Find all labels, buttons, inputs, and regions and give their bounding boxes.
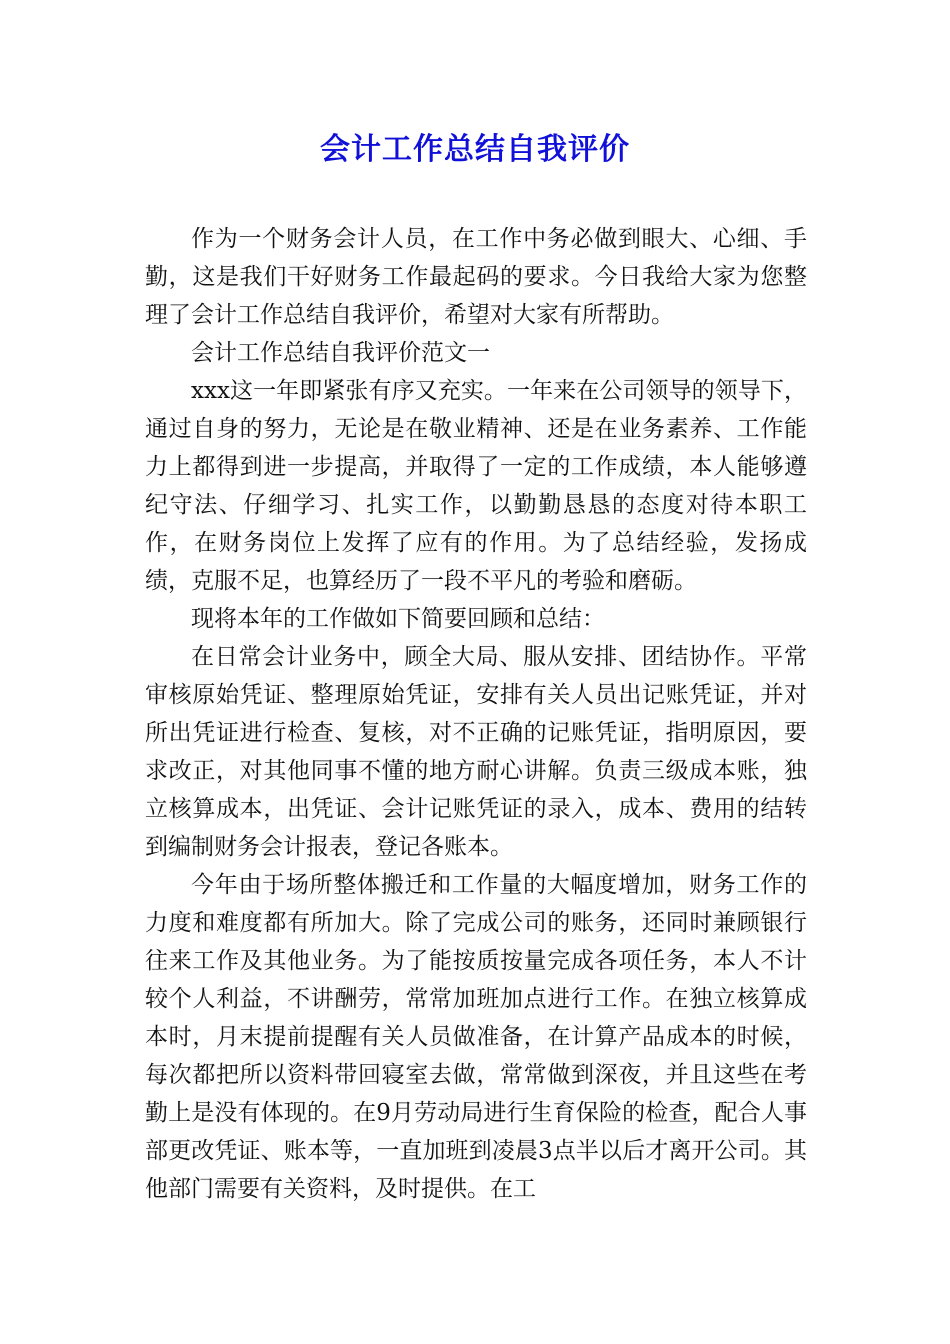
paragraph-workload: 今年由于场所整体搬迁和工作量的大幅度增加，财务工作的力度和难度都有所加大。除了完成公司的账务，还同时兼顾银行往来工作及其他业务。为了能按质按量完成各项任务，本人不计较个人利益，不讲酬劳，常常加班加点进行工作。在独立核算成本时，月末提前提醒有关人员做准备，在计算产品成本的时候，每次都把所以资料带回寝室去做，常常做到深夜，并且这些在考勤上是没有体现的。在9月劳动局进行生育保险的检查，配合人事部更改凭证、账本等，一直加班到凌晨3点半以后才离开公司。其他部门需要有关资料，及时提供。在工: [145, 872, 807, 1202]
paragraph-sample-heading: 会计工作总结自我评价范文一: [191, 340, 490, 366]
paragraph-intro: 作为一个财务会计人员，在工作中务必做到眼大、心细、手勤，这是我们干好财务工作最起码的要求。今日我给大家为您整理了会计工作总结自我评价，希望对大家有所帮助。: [145, 226, 807, 328]
document-body: [145, 220, 807, 1208]
document-title: 会计工作总结自我评价: [320, 132, 630, 167]
paragraph-review-intro: 现将本年的工作做如下简要回顾和总结：: [191, 606, 605, 632]
paragraph-daily-work: 在日常会计业务中，顾全大局、服从安排、团结协作。平常审核原始凭证、整理原始凭证，安排有关人员出记账凭证，并对所出凭证进行检查、复核，对不正确的记账凭证，指明原因，要求改正，对其他同事不懂的地方耐心讲解。负责三级成本账，独立核算成本，出凭证、会计记账凭证的录入，成本、费用的结转到编制财务会计报表，登记各账本。: [145, 644, 807, 860]
paragraph-year-summary: xxx这一年即紧张有序又充实。一年来在公司领导的领导下，通过自身的努力，无论是在敬业精神、还是在业务素养、工作能力上都得到进一步提高，并取得了一定的工作成绩，本人能够遵纪守法、仔细学习、扎实工作，以勤勤恳恳的态度对待本职工作，在财务岗位上发挥了应有的作用。为了总结经验，发扬成绩，克服不足，也算经历了一段不平凡的考验和磨砺。: [145, 378, 807, 594]
